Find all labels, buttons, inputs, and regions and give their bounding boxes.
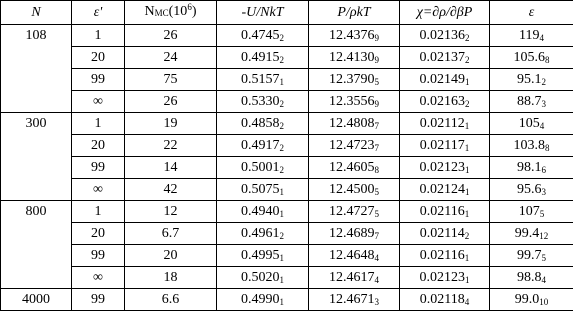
cell-nmc: 12 — [125, 201, 217, 223]
cell-nmc: 26 — [125, 91, 217, 113]
cell-eps-value: 105.6 — [514, 50, 546, 65]
table-row — [1, 91, 573, 113]
cell-p-value: 12.4723 — [329, 138, 375, 153]
cell-nmc: 75 — [125, 69, 217, 91]
cell-p — [309, 135, 400, 157]
cell-u-uncertainty: 1 — [280, 275, 285, 285]
cell-p-uncertainty: 9 — [375, 33, 380, 43]
cell-eps-uncertainty: 2 — [542, 77, 547, 87]
cell-nmc: 42 — [125, 179, 217, 201]
cell-chi-value: 0.02116 — [420, 204, 465, 219]
cell-p-uncertainty: 5 — [375, 187, 380, 197]
cell-eps-value: 99.4 — [515, 226, 540, 241]
cell-eps-value: 99.0 — [515, 292, 540, 307]
cell-u — [217, 289, 309, 311]
cell-p-value: 12.4648 — [329, 248, 375, 263]
cell-chi — [400, 69, 490, 91]
cell-u-value: 0.4990 — [241, 292, 280, 307]
cell-p-uncertainty: 7 — [375, 121, 380, 131]
cell-eps-value: 95.6 — [517, 182, 542, 197]
cell-chi-uncertainty: 1 — [465, 209, 470, 219]
cell-chi — [400, 245, 490, 267]
cell-n: 300 — [1, 113, 72, 135]
header-u: -U/NkT — [217, 1, 309, 25]
cell-eps-uncertainty: 3 — [542, 99, 547, 109]
cell-chi-value: 0.02136 — [420, 28, 466, 43]
cell-p-uncertainty: 7 — [375, 231, 380, 241]
cell-n — [1, 157, 72, 179]
cell-eps-prime: 1 — [72, 113, 125, 135]
cell-u-value: 0.4745 — [241, 28, 280, 43]
cell-u-value: 0.4940 — [241, 204, 280, 219]
cell-u-value: 0.4995 — [241, 248, 280, 263]
cell-eps — [490, 69, 573, 91]
cell-u — [217, 25, 309, 47]
cell-p-uncertainty: 4 — [375, 253, 380, 263]
cell-chi — [400, 47, 490, 69]
cell-chi-value: 0.02118 — [420, 292, 465, 307]
cell-u-value: 0.5001 — [241, 160, 280, 175]
cell-p — [309, 91, 400, 113]
cell-nmc: 24 — [125, 47, 217, 69]
cell-u-uncertainty: 1 — [280, 209, 285, 219]
cell-chi-value: 0.02123 — [420, 160, 466, 175]
table-row — [1, 223, 573, 245]
cell-p — [309, 69, 400, 91]
cell-u — [217, 223, 309, 245]
cell-u — [217, 179, 309, 201]
header-n: N — [1, 1, 72, 25]
cell-p-uncertainty: 4 — [375, 275, 380, 285]
cell-eps — [490, 201, 573, 223]
cell-chi-uncertainty: 2 — [465, 55, 470, 65]
cell-eps-value: 95.1 — [517, 72, 542, 87]
cell-chi-uncertainty: 1 — [465, 143, 470, 153]
cell-n — [1, 69, 72, 91]
header-eps: ε — [490, 1, 573, 25]
cell-nmc: 6.6 — [125, 289, 217, 311]
cell-p-value: 12.4671 — [329, 292, 375, 307]
cell-chi — [400, 135, 490, 157]
cell-p-uncertainty: 9 — [375, 55, 380, 65]
cell-u-uncertainty: 2 — [280, 231, 285, 241]
cell-n — [1, 135, 72, 157]
cell-chi-value: 0.02137 — [420, 50, 466, 65]
cell-chi-uncertainty: 4 — [465, 297, 470, 307]
cell-nmc: 26 — [125, 25, 217, 47]
cell-u — [217, 47, 309, 69]
cell-p — [309, 245, 400, 267]
cell-u-value: 0.4915 — [241, 50, 280, 65]
cell-chi-value: 0.02116 — [420, 248, 465, 263]
cell-eps-uncertainty: 4 — [542, 275, 547, 285]
cell-n — [1, 223, 72, 245]
cell-nmc: 19 — [125, 113, 217, 135]
cell-chi — [400, 91, 490, 113]
table-row — [1, 289, 573, 311]
cell-eps-prime: 1 — [72, 201, 125, 223]
cell-chi-value: 0.02117 — [420, 138, 465, 153]
cell-p-value: 12.4727 — [329, 204, 375, 219]
cell-eps-value: 98.1 — [517, 160, 542, 175]
cell-p-uncertainty: 5 — [375, 77, 380, 87]
cell-u-uncertainty: 2 — [280, 165, 285, 175]
header-p: P/ρkT — [309, 1, 400, 25]
cell-n — [1, 267, 72, 289]
cell-eps — [490, 157, 573, 179]
cell-chi-value: 0.02149 — [420, 72, 466, 87]
cell-eps-value: 107 — [519, 204, 540, 219]
cell-p-value: 12.4500 — [329, 182, 375, 197]
cell-n — [1, 47, 72, 69]
cell-n: 108 — [1, 25, 72, 47]
table-row — [1, 47, 573, 69]
cell-eps-prime: 20 — [72, 47, 125, 69]
cell-chi-value: 0.02112 — [420, 116, 465, 131]
cell-p — [309, 25, 400, 47]
cell-eps-prime: ∞ — [72, 179, 125, 201]
table-row — [1, 179, 573, 201]
cell-eps-uncertainty: 5 — [540, 209, 545, 219]
cell-eps — [490, 47, 573, 69]
cell-eps-value: 105 — [519, 116, 540, 131]
cell-chi — [400, 113, 490, 135]
cell-eps-uncertainty: 8 — [545, 143, 550, 153]
cell-u — [217, 267, 309, 289]
cell-eps-prime: ∞ — [72, 267, 125, 289]
cell-chi-uncertainty: 2 — [465, 33, 470, 43]
cell-p-uncertainty: 7 — [375, 143, 380, 153]
cell-nmc: 18 — [125, 267, 217, 289]
cell-n: 4000 — [1, 289, 72, 311]
cell-p-uncertainty: 5 — [375, 209, 380, 219]
cell-eps-uncertainty: 5 — [542, 253, 547, 263]
cell-u — [217, 135, 309, 157]
header-row — [1, 1, 573, 25]
cell-eps — [490, 179, 573, 201]
cell-u-value: 0.4961 — [241, 226, 280, 241]
cell-p-value: 12.4376 — [329, 28, 375, 43]
cell-eps-uncertainty: 8 — [545, 55, 550, 65]
cell-n — [1, 245, 72, 267]
cell-eps — [490, 223, 573, 245]
cell-chi — [400, 157, 490, 179]
cell-p — [309, 267, 400, 289]
cell-eps-prime: 99 — [72, 289, 125, 311]
cell-u — [217, 91, 309, 113]
cell-eps-uncertainty: 4 — [539, 33, 544, 43]
cell-u — [217, 201, 309, 223]
cell-eps — [490, 91, 573, 113]
cell-u — [217, 113, 309, 135]
table-row — [1, 25, 573, 47]
cell-u-value: 0.4858 — [241, 116, 280, 131]
cell-eps-prime: 99 — [72, 157, 125, 179]
cell-eps-prime: 20 — [72, 135, 125, 157]
cell-eps-prime: 20 — [72, 223, 125, 245]
cell-nmc: 14 — [125, 157, 217, 179]
cell-eps-prime: 99 — [72, 69, 125, 91]
cell-n — [1, 91, 72, 113]
cell-chi-value: 0.02123 — [420, 270, 466, 285]
cell-p-value: 12.4617 — [329, 270, 375, 285]
cell-nmc: 20 — [125, 245, 217, 267]
cell-p-value: 12.4808 — [329, 116, 375, 131]
cell-u — [217, 245, 309, 267]
table-row — [1, 135, 573, 157]
cell-u-uncertainty: 1 — [280, 187, 285, 197]
cell-n — [1, 179, 72, 201]
cell-u-uncertainty: 2 — [280, 143, 285, 153]
cell-u — [217, 157, 309, 179]
cell-chi-uncertainty: 1 — [465, 187, 470, 197]
cell-eps-uncertainty: 6 — [542, 165, 547, 175]
cell-u — [217, 69, 309, 91]
cell-chi-uncertainty: 1 — [465, 121, 470, 131]
cell-nmc: 6.7 — [125, 223, 217, 245]
cell-chi-uncertainty: 1 — [465, 275, 470, 285]
cell-eps — [490, 289, 573, 311]
cell-chi-value: 0.02124 — [420, 182, 466, 197]
table-row — [1, 113, 573, 135]
cell-eps-uncertainty: 10 — [539, 297, 548, 307]
cell-u-uncertainty: 2 — [280, 99, 285, 109]
cell-eps-value: 98.8 — [517, 270, 542, 285]
table-row — [1, 157, 573, 179]
cell-eps-uncertainty: 12 — [539, 231, 548, 241]
table-body — [1, 25, 573, 311]
cell-chi — [400, 223, 490, 245]
table-row — [1, 69, 573, 91]
cell-p — [309, 179, 400, 201]
cell-eps — [490, 267, 573, 289]
cell-p-value: 12.3556 — [329, 94, 375, 109]
cell-eps — [490, 135, 573, 157]
header-eps-prime: ε' — [72, 1, 125, 25]
cell-chi-value: 0.02163 — [420, 94, 466, 109]
cell-p — [309, 157, 400, 179]
cell-p — [309, 47, 400, 69]
cell-eps — [490, 113, 573, 135]
header-chi: χ=∂ρ/∂βP — [400, 1, 490, 25]
cell-eps — [490, 245, 573, 267]
cell-chi — [400, 179, 490, 201]
cell-u-uncertainty: 1 — [280, 253, 285, 263]
cell-p-uncertainty: 3 — [375, 297, 380, 307]
cell-nmc: 22 — [125, 135, 217, 157]
cell-u-value: 0.5020 — [241, 270, 280, 285]
cell-p — [309, 113, 400, 135]
cell-chi — [400, 267, 490, 289]
cell-p-uncertainty: 9 — [375, 99, 380, 109]
cell-u-uncertainty: 2 — [280, 33, 285, 43]
cell-p-value: 12.4605 — [329, 160, 375, 175]
cell-eps-uncertainty: 3 — [542, 187, 547, 197]
cell-chi-uncertainty: 2 — [465, 99, 470, 109]
cell-u-uncertainty: 2 — [280, 121, 285, 131]
cell-chi-uncertainty: 1 — [465, 77, 470, 87]
cell-u-value: 0.5330 — [241, 94, 280, 109]
cell-eps-uncertainty: 4 — [540, 121, 545, 131]
cell-eps — [490, 25, 573, 47]
cell-p — [309, 223, 400, 245]
cell-eps-prime: ∞ — [72, 91, 125, 113]
cell-eps-value: 103.8 — [514, 138, 546, 153]
cell-chi — [400, 201, 490, 223]
cell-eps-prime: 99 — [72, 245, 125, 267]
cell-eps-prime: 1 — [72, 25, 125, 47]
cell-p-uncertainty: 8 — [375, 165, 380, 175]
cell-chi-uncertainty: 2 — [465, 231, 470, 241]
cell-chi — [400, 25, 490, 47]
table-row — [1, 267, 573, 289]
cell-chi-value: 0.02114 — [420, 226, 465, 241]
cell-p — [309, 289, 400, 311]
table-row — [1, 245, 573, 267]
cell-chi-uncertainty: 1 — [465, 253, 470, 263]
header-nmc: $NMC(10^6)$ — [125, 1, 217, 25]
cell-chi-uncertainty: 1 — [465, 165, 470, 175]
cell-u-uncertainty: 2 — [280, 55, 285, 65]
cell-p-value: 12.4689 — [329, 226, 375, 241]
cell-p-value: 12.3790 — [329, 72, 375, 87]
cell-chi — [400, 289, 490, 311]
cell-u-uncertainty: 1 — [280, 297, 285, 307]
cell-eps-value: 99.7 — [517, 248, 542, 263]
cell-u-value: 0.5075 — [241, 182, 280, 197]
table-row — [1, 201, 573, 223]
cell-eps-value: 88.7 — [517, 94, 542, 109]
cell-n: 800 — [1, 201, 72, 223]
cell-u-value: 0.5157 — [241, 72, 280, 87]
cell-u-uncertainty: 1 — [280, 77, 285, 87]
cell-p-value: 12.4130 — [329, 50, 375, 65]
cell-eps-value: 119 — [519, 28, 539, 43]
cell-u-value: 0.4917 — [241, 138, 280, 153]
cell-p — [309, 201, 400, 223]
